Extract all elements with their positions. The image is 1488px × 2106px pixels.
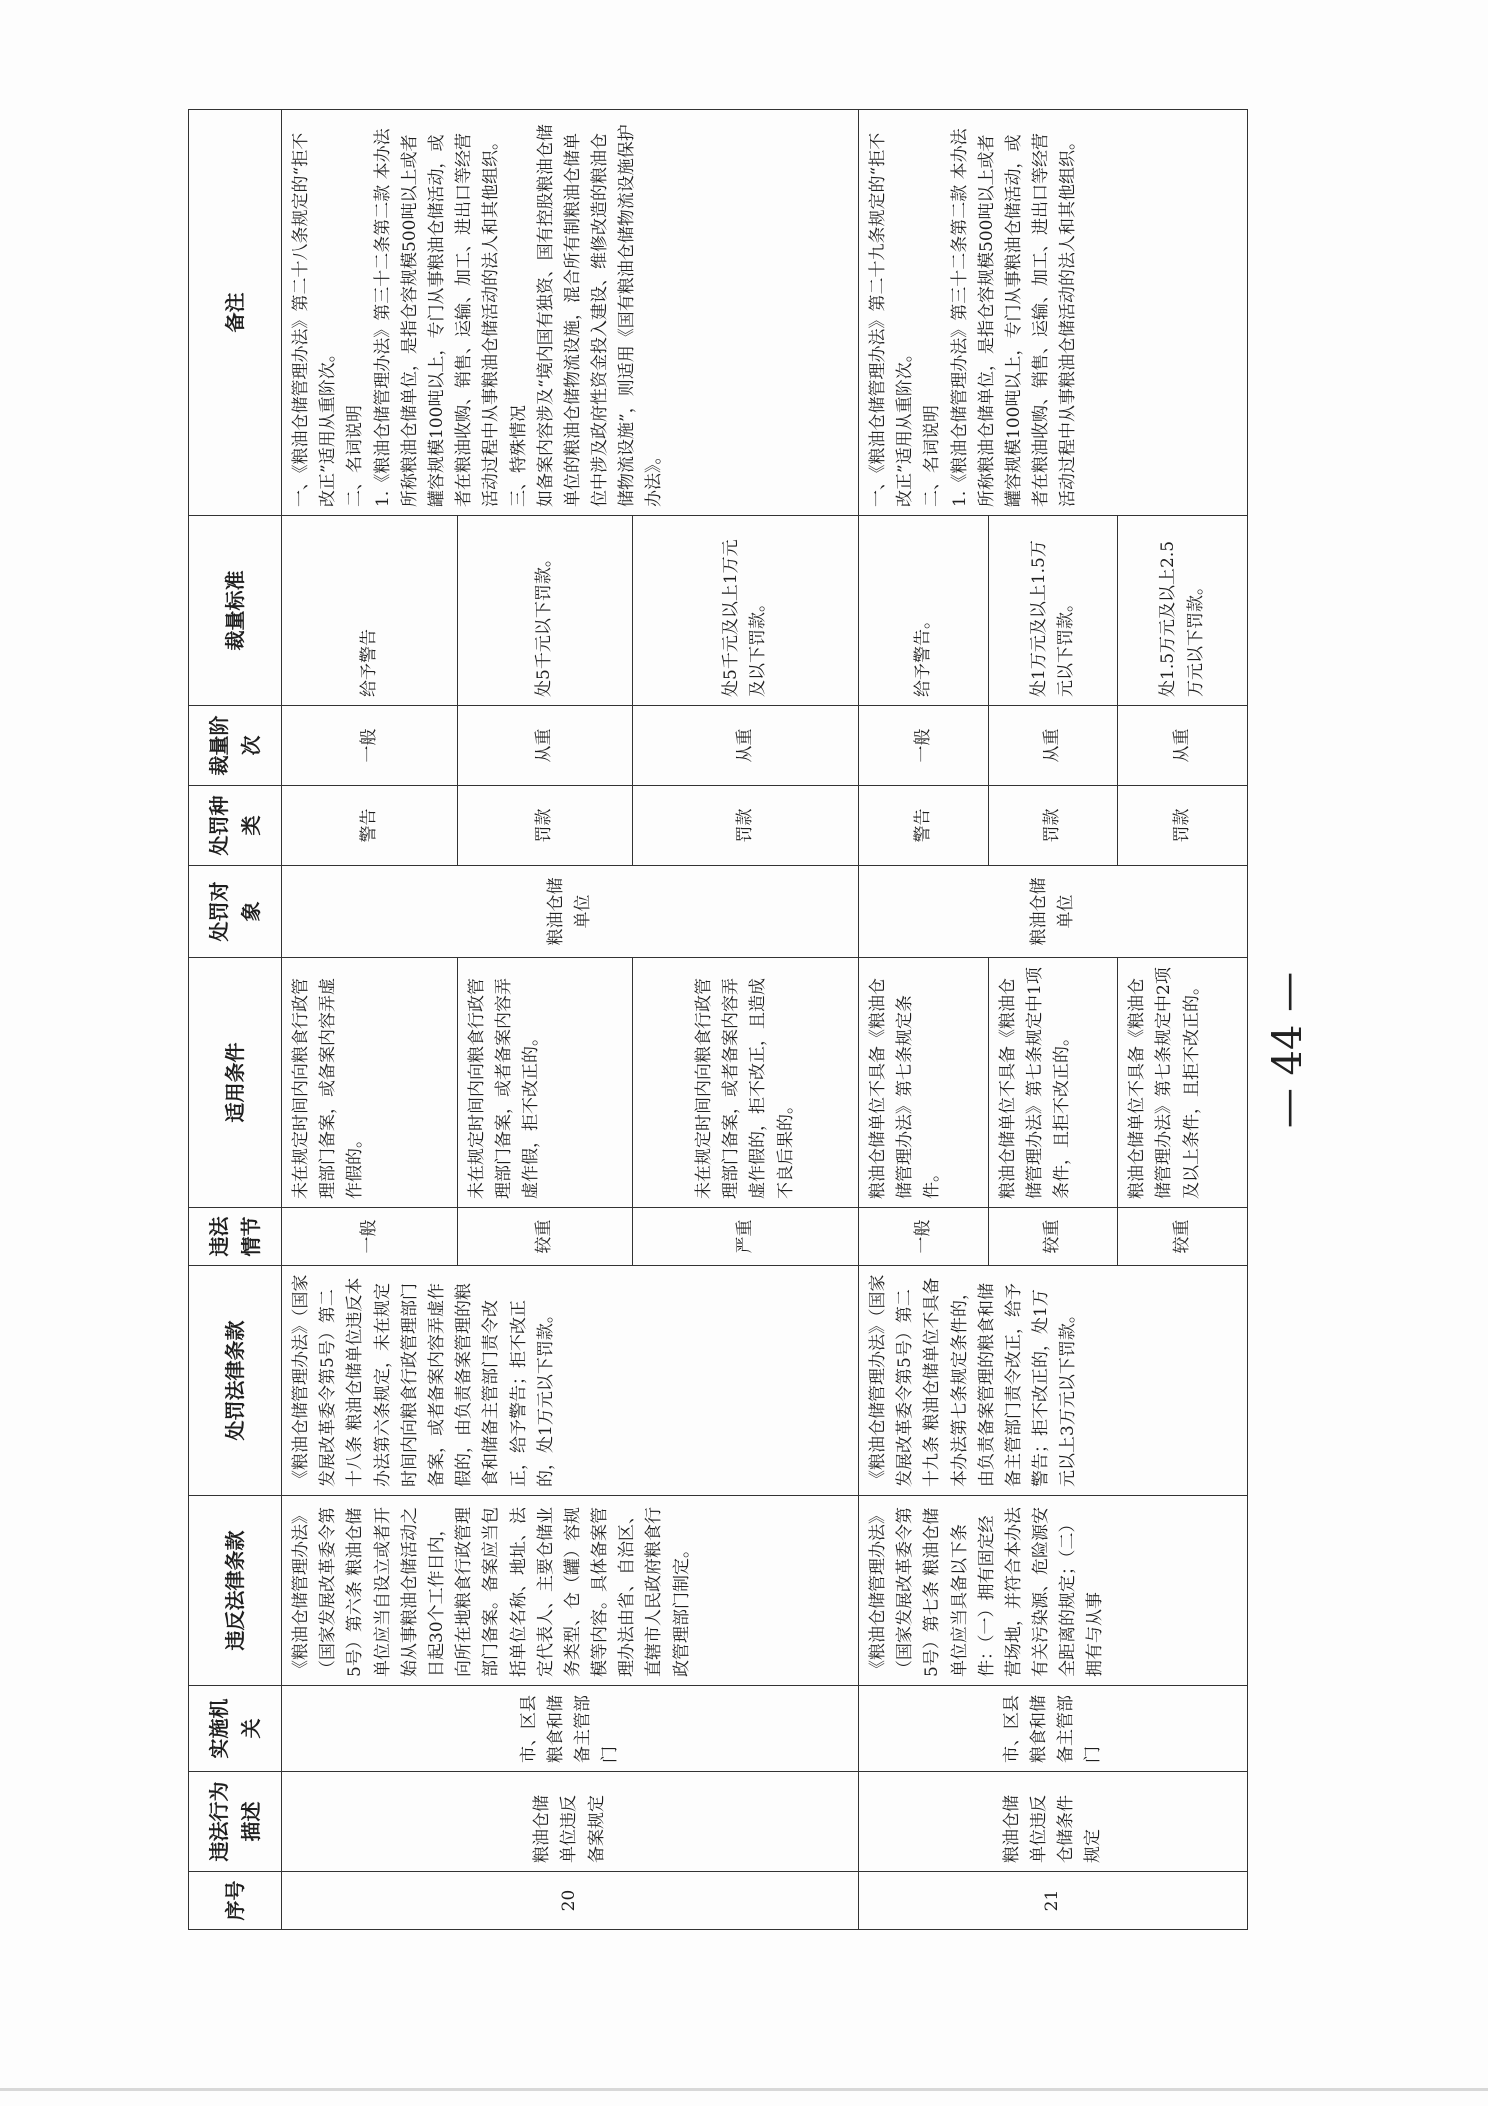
row-remarks — [858, 110, 1247, 516]
row-target: 粮油仓储单位 — [858, 866, 1247, 958]
row-target: 粮油仓储单位 — [282, 866, 859, 958]
row-standard: 给予警告。 — [858, 516, 988, 706]
row-type: 罚款 — [1118, 786, 1248, 866]
row-circumstance: 较重 — [457, 1208, 633, 1266]
row-type: 警告 — [858, 786, 988, 866]
row-standard: 处1万元及以上1.5万元以下罚款。 — [988, 516, 1118, 706]
remark-line: 二、名词说明 — [922, 405, 943, 507]
header-circumstance: 违法情节 — [189, 1208, 282, 1266]
remark-line: 一、《粮油仓储管理办法》第二十九条规定的“拒不改正”适用从重阶次。 — [867, 132, 916, 507]
remark-line: 一、《粮油仓储管理办法》第二十八条规定的“拒不改正”适用从重阶次。 — [291, 132, 339, 507]
header-standard: 裁量标准 — [189, 516, 282, 706]
row-violated-law: 《粮油仓储管理办法》（国家发展改革委令第5号）第七条 粮油仓储单位应当具备以下条件：（一）拥有固定经营场地，并符合本办法有关污染源、危险源安全距离的规定；（二）拥有与从事 — [858, 1496, 1247, 1686]
row-seq: 21 — [858, 1872, 1247, 1930]
row-level: 一般 — [282, 706, 458, 786]
row-agency: 市、区县粮食和储备主管部门 — [282, 1686, 859, 1772]
row-type: 罚款 — [457, 786, 633, 866]
row-type: 警告 — [282, 786, 458, 866]
row-agency: 市、区县粮食和储备主管部门 — [858, 1686, 1247, 1772]
row-circumstance: 一般 — [858, 1208, 988, 1266]
row-standard: 处5千元以下罚款。 — [457, 516, 633, 706]
row-type: 罚款 — [988, 786, 1118, 866]
row-circumstance: 一般 — [282, 1208, 458, 1266]
header-conditions: 适用条件 — [189, 958, 282, 1208]
row-conditions: 粮油仓储单位不具备《粮油仓储管理办法》第七条规定条件。 — [858, 958, 988, 1208]
row-conditions: 粮油仓储单位不具备《粮油仓储管理办法》第七条规定中1项条件，且拒不改正的。 — [988, 958, 1118, 1208]
row-penalty-law: 《粮油仓储管理办法》（国家发展改革委令第5号）第二十九条 粮油仓储单位不具备本办法第七条规定条件的，由负责备案管理的粮食和储备主管部门责令改正，给予警告；拒不改正的，处1万元以上3万元以下罚款。 — [858, 1266, 1247, 1496]
row-level: 从重 — [1118, 706, 1248, 786]
row-remarks — [282, 110, 859, 516]
penalty-standards-table — [188, 109, 1248, 1930]
table-header-row — [189, 110, 282, 1930]
row-behavior: 粮油仓储单位违反备案规定 — [282, 1772, 859, 1872]
header-seq: 序号 — [189, 1872, 282, 1930]
row-level: 从重 — [988, 706, 1118, 786]
header-type: 处罚种类 — [189, 786, 282, 866]
row-type: 罚款 — [633, 786, 859, 866]
remark-line: 二、名词说明 — [345, 405, 366, 507]
row-standard: 处5千元及以上1万元及以下罚款。 — [633, 516, 859, 706]
row-level: 从重 — [633, 706, 859, 786]
header-remarks: 备注 — [189, 110, 282, 516]
row-seq: 20 — [282, 1872, 859, 1930]
row-conditions: 未在规定时间内向粮食行政管理部门备案，或备案内容弄虚作假的。 — [282, 958, 458, 1208]
row-circumstance: 较重 — [988, 1208, 1118, 1266]
row-level: 从重 — [457, 706, 633, 786]
table-row — [858, 110, 988, 1930]
remark-line: 1.《粮油仓储管理办法》第三十二条第二款 本办法所称粮油仓储单位，是指仓容规模500吨以上或者罐容规模100吨以上，专门从事粮油仓储活动，或者在粮油收购、销售、运输、加工、进出口等经营活动过程中从事粮油仓储活动的法人和其他组织。 — [372, 128, 502, 507]
header-behavior: 违法行为描述 — [189, 1772, 282, 1872]
row-violated-law: 《粮油仓储管理办法》（国家发展改革委令第5号）第六条 粮油仓储单位应当自设立或者开始从事粮油仓储活动之日起30个工作日内，向所在地粮食行政管理部门备案。备案应当包括单位名称、地址、法定代表人、主要仓储业务类型、仓（罐）容规模等内容。具体备案管理办法由省、自治区、直辖市人民政府粮食行政管理部门制定。 — [282, 1496, 859, 1686]
row-standard: 处1.5万元及以上2.5万元以下罚款。 — [1118, 516, 1248, 706]
remark-line: 如备案内容涉及“境内国有独资、国有控股粮油仓储单位的粮油仓储物流设施，混合所有制粮油仓储单位中涉及政府性资金投入建设、维修改造的粮油仓储物流设施”，则适用《国有粮油仓储物流设施保护办法》。 — [535, 124, 665, 507]
row-standard: 给予警告 — [282, 516, 458, 706]
header-agency: 实施机关 — [189, 1686, 282, 1772]
row-penalty-law: 《粮油仓储管理办法》（国家发展改革委令第5号）第二十八条 粮油仓储单位违反本办法第六条规定，未在规定时间内向粮食行政管理部门备案，或者备案内容弄虚作假的，由负责备案管理的粮食和储备主管部门责令改正，给予警告；拒不改正的，处1万元以下罚款。 — [282, 1266, 859, 1496]
row-circumstance: 较重 — [1118, 1208, 1248, 1266]
header-penalty-law: 处罚法律条款 — [189, 1266, 282, 1496]
row-conditions: 未在规定时间内向粮食行政管理部门备案，或者备案内容弄虚作假，拒不改正的。 — [457, 958, 633, 1208]
row-level: 一般 — [858, 706, 988, 786]
row-conditions: 未在规定时间内向粮食行政管理部门备案，或者备案内容弄虚作假的，拒不改正，且造成不良后果的。 — [633, 958, 859, 1208]
page-number: — 44 — — [1265, 971, 1311, 1129]
page-number-container — [1258, 930, 1318, 1170]
remark-line: 1.《粮油仓储管理办法》第三十二条第二款 本办法所称粮油仓储单位，是指仓容规模500吨以上或者罐容规模100吨以上，专门从事粮油仓储活动，或者在粮油收购、销售、运输、加工、进出口等经营活动过程中从事粮油仓储活动的法人和其他组织。 — [949, 128, 1079, 507]
row-conditions: 粮油仓储单位不具备《粮油仓储管理办法》第七条规定中2项及以上条件，且拒不改正的。 — [1118, 958, 1248, 1208]
table-row — [282, 110, 458, 1930]
remark-line: 三、特殊情况 — [508, 405, 529, 507]
header-violated-law: 违反法律条款 — [189, 1496, 282, 1686]
row-behavior: 粮油仓储单位违反仓储条件规定 — [858, 1772, 1247, 1872]
rotated-table-container — [188, 110, 1248, 1930]
row-circumstance: 严重 — [633, 1208, 859, 1266]
header-target: 处罚对象 — [189, 866, 282, 958]
header-level: 裁量阶次 — [189, 706, 282, 786]
page-bottom-rule — [0, 2088, 1488, 2091]
